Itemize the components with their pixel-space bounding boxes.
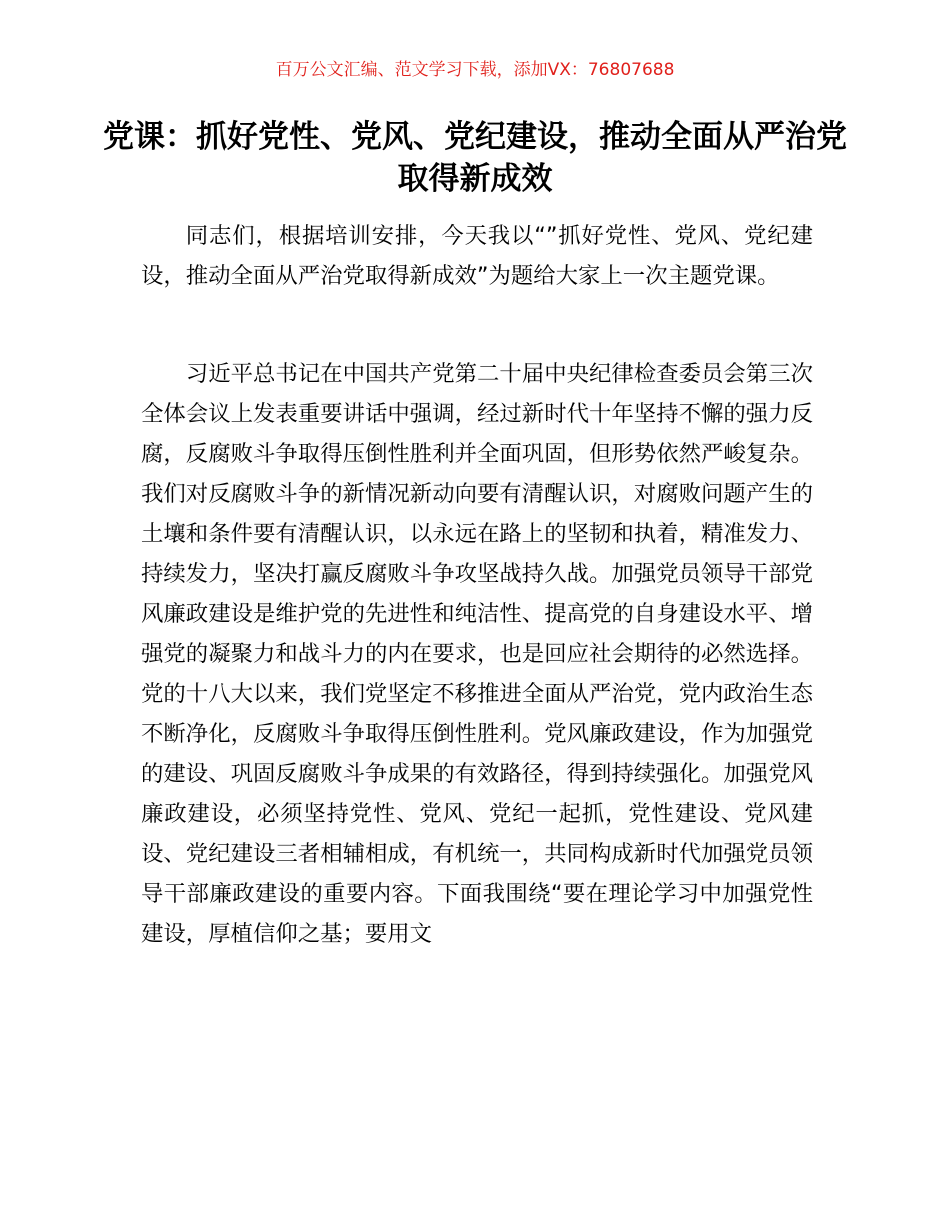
watermark-text: 百万公文汇编、范文学习下载，添加VX：76807688 xyxy=(275,60,675,80)
document-title: 党课：抓好党性、党风、党纪建设，推动全面从严治党取得新成效 xyxy=(103,119,847,197)
paragraph-main: 习近平总书记在中国共产党第二十届中央纪律检查委员会第三次全体会议上发表重要讲话中强调，经过新时代十年坚持不懈的强力反腐，反腐败斗争取得压倒性胜利并全面巩固，但形势依然严峻复杂。我们对反腐败斗争的新情况新动向要有清醒认识，对腐败问题产生的土壤和条件要有清醒认识，以永远在路上的坚韧和执着，精准发力、持续发力，坚决打赢反腐败斗争攻坚战持久战。加强党员领导干部党风廉政建设是维护党的先进性和纯洁性、提高党的自身建设水平、增强党的凝聚力和战斗力的内在要求，也是回应社会期待的必然选择。党的十八大以来，我们党坚定不移推进全面从严治党，党内政治生态不断净化，反腐败斗争取得压倒性胜利。党风廉政建设，作为加强党的建设、巩固反腐败斗争成果的有效路径，得到持续强化。加强党风廉政建设，必须坚持党性、党风、党纪一起抓，党性建设、党风建设、党纪建设三者相辅相成，有机统一，共同构成新时代加强党员领导干部廉政建设的重要内容。下面我围绕“要在理论学习中加强党性建设，厚植信仰之基；要用文 xyxy=(141,361,813,947)
paragraph-intro: 同志们，根据培训安排，今天我以“”抓好党性、党风、党纪建设，推动全面从严治党取得新成效”为题给大家上一次主题党课。 xyxy=(141,223,813,289)
